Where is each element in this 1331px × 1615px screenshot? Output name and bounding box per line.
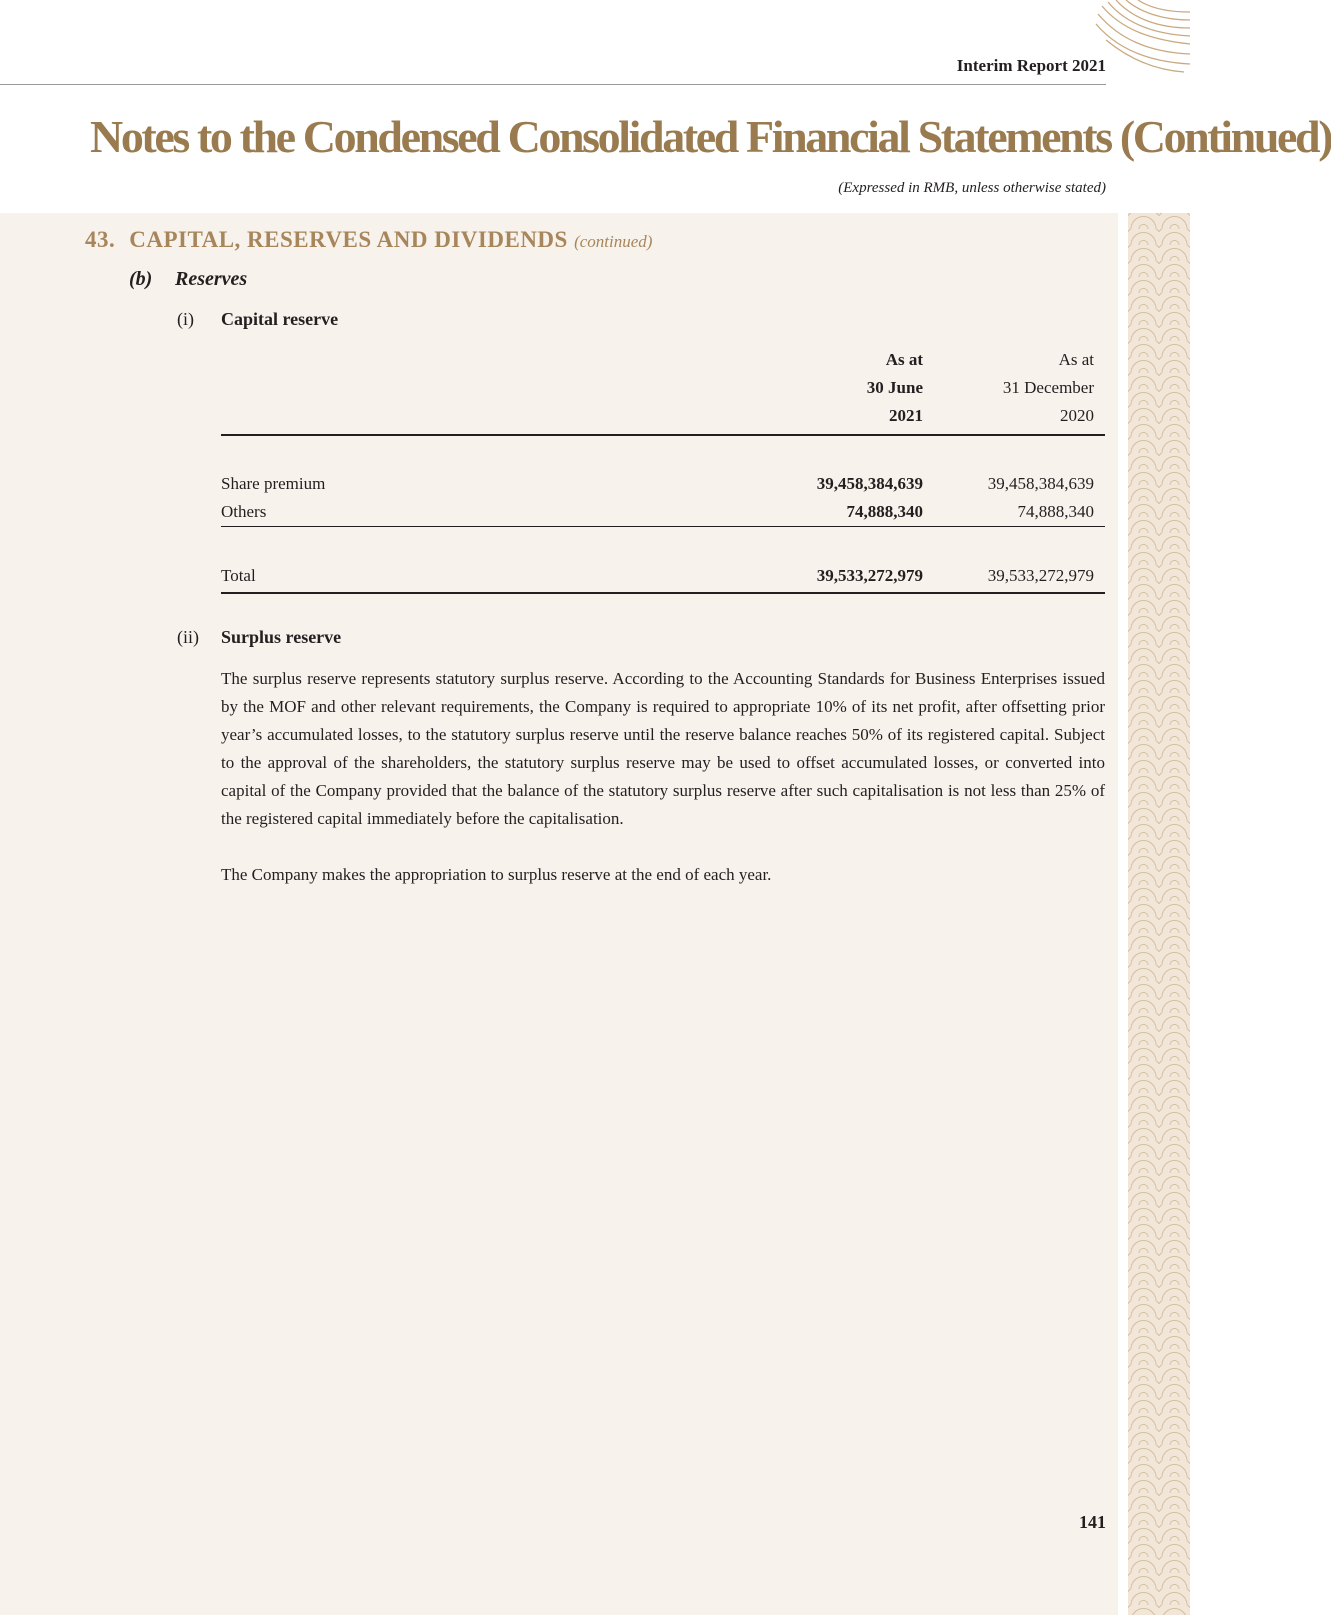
col2-line3: 2020 xyxy=(1060,406,1094,425)
running-head: Interim Report 2021 xyxy=(956,56,1106,75)
row-value-prior: 74,888,340 xyxy=(1017,502,1094,521)
column-header-current xyxy=(867,346,923,430)
page-title: Notes to the Condensed Consolidated Financial Statements (Continued) xyxy=(90,111,1331,162)
row-value-current: 39,458,384,639 xyxy=(816,474,923,493)
header-underline xyxy=(221,434,1105,436)
header-rule xyxy=(0,84,1106,85)
table-row xyxy=(221,498,1105,526)
capital-reserve-table xyxy=(221,346,1105,596)
subtotal-rule xyxy=(221,526,1105,527)
row-label: Share premium xyxy=(221,474,326,493)
capital-reserve-label: (i) xyxy=(177,309,194,329)
column-header-prior xyxy=(1003,346,1094,430)
table-total-row xyxy=(221,562,1105,590)
col1-line2: 30 June xyxy=(866,378,923,397)
wave-ornament-icon xyxy=(1092,0,1190,72)
col2-line2: 31 December xyxy=(1002,378,1094,397)
col1-line3: 2021 xyxy=(889,406,923,425)
surplus-reserve-title: Surplus reserve xyxy=(221,627,342,647)
total-double-rule xyxy=(221,592,1105,594)
table-row xyxy=(221,470,1105,498)
currency-note: (Expressed in RMB, unless otherwise stated) xyxy=(838,180,1106,196)
section-continued: (continued) xyxy=(574,232,653,251)
total-value-prior: 39,533,272,979 xyxy=(987,566,1094,585)
surplus-reserve-paragraph: The surplus reserve represents statutory surplus reserve. According to the Accounting Standards for Business Enterprises issued by the MOF and other relevant requirements, the Company is required to appropriate 10% of its net profit, after offsetting prior year’s accumulated losses, to the statutory surplus reserve until the reserve balance reaches 50% of its registered capital. Subject to the approval of the shareholders, the statutory surplus reserve may be used to offset accumulated losses, or converted into capital of the Company provided that the balance of the statutory surplus reserve after such capitalisation is not less than 25% of the registered capital immediately before the capitalisation. xyxy=(221,669,1105,828)
subsection-label: (b) xyxy=(129,268,153,290)
row-value-prior: 39,458,384,639 xyxy=(987,474,1094,493)
total-value-current: 39,533,272,979 xyxy=(816,566,923,585)
page-number: 141 xyxy=(1079,1512,1106,1532)
subsection-title: Reserves xyxy=(175,268,248,290)
section-number: 43. xyxy=(85,227,116,252)
decorative-pattern-strip xyxy=(1128,213,1190,1615)
row-label: Others xyxy=(221,502,267,521)
appropriation-paragraph: The Company makes the appropriation to surplus reserve at the end of each year. xyxy=(221,865,772,884)
total-label: Total xyxy=(221,566,256,585)
col2-line1: As at xyxy=(1058,350,1094,369)
section-title: CAPITAL, RESERVES AND DIVIDENDS xyxy=(129,227,568,252)
capital-reserve-title: Capital reserve xyxy=(221,309,339,329)
subsection-reserves xyxy=(129,268,247,291)
col1-line1: As at xyxy=(885,350,923,369)
section-heading xyxy=(85,227,652,253)
row-value-current: 74,888,340 xyxy=(846,502,923,521)
surplus-reserve-label: (ii) xyxy=(177,627,199,647)
